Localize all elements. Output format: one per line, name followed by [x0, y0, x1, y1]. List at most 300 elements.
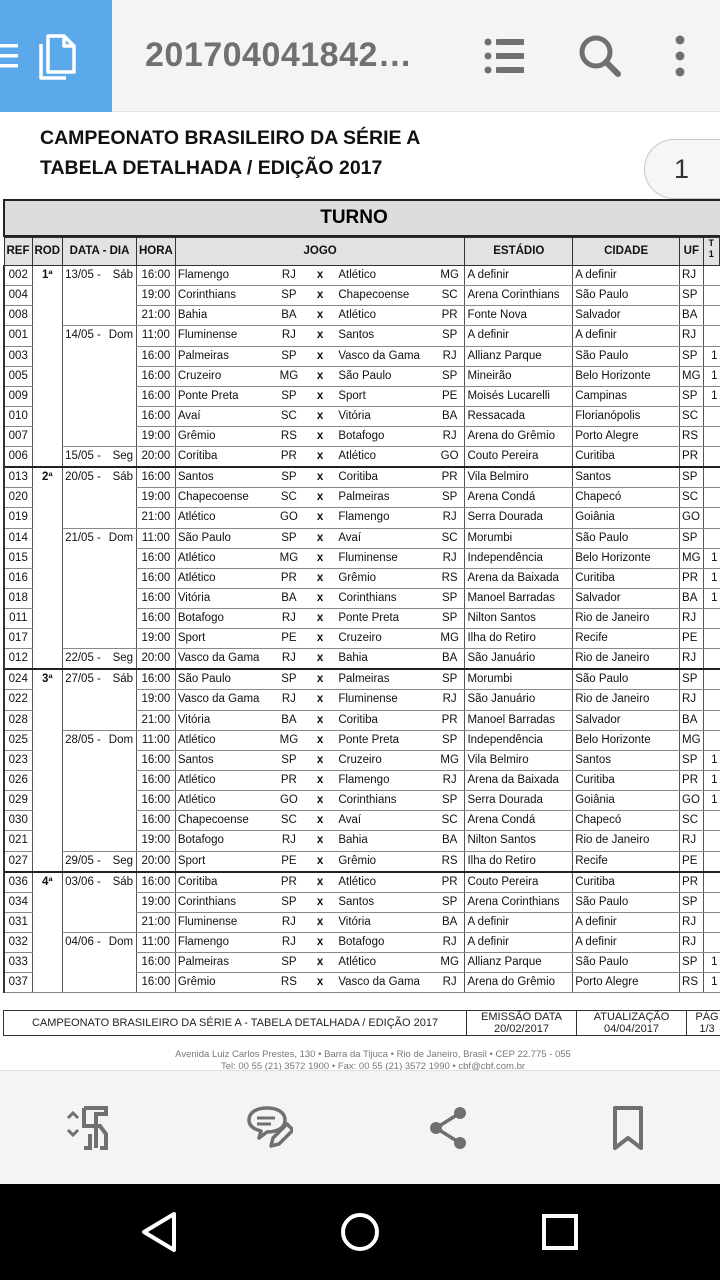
cell-rodada [32, 629, 63, 649]
cell-away-uf: RJ [435, 427, 465, 447]
col-header-extra [703, 238, 719, 266]
cell-hora: 20:00 [136, 649, 175, 670]
cell-versus: x [304, 406, 336, 426]
cell-home-uf: RJ [274, 649, 304, 670]
cell-estadio: Arena da Baixada [465, 770, 573, 790]
pdf-page[interactable] [0, 113, 720, 1070]
cell-rodada [32, 811, 63, 831]
cell-estadio: A definir [465, 326, 573, 346]
cell-versus: x [304, 710, 336, 730]
cell-uf: PR [680, 447, 704, 468]
cell-hora: 16:00 [136, 811, 175, 831]
cell-away-uf: BA [435, 649, 465, 670]
table-row [4, 508, 720, 528]
schedule-table [3, 237, 720, 993]
cell-ref: 010 [4, 406, 32, 426]
cell-rodada [32, 427, 63, 447]
cell-home-team: Corinthians [175, 892, 274, 912]
cell-data-dia [63, 386, 137, 406]
cell-away-team: Coritiba [336, 467, 434, 488]
cell-versus: x [304, 588, 336, 608]
cell-away-uf: SP [435, 588, 465, 608]
cell-home-uf: BA [274, 306, 304, 326]
cell-cidade: Salvador [573, 306, 680, 326]
home-icon[interactable] [336, 1208, 384, 1256]
cell-data-dia [63, 710, 137, 730]
cell-data-dia [63, 568, 137, 588]
cell-hora: 19:00 [136, 488, 175, 508]
cell-cidade: A definir [573, 912, 680, 932]
cell-hora: 20:00 [136, 447, 175, 468]
cell-away-uf: SP [435, 488, 465, 508]
table-header-row [4, 238, 720, 266]
col-header-extra-t: T [708, 238, 715, 248]
cell-data-dia [63, 508, 137, 528]
cell-extra: 1 [703, 770, 719, 790]
reflow-text-icon[interactable] [64, 1104, 112, 1152]
table-row [4, 286, 720, 306]
cell-away-uf: BA [435, 831, 465, 851]
cell-hora: 16:00 [136, 346, 175, 366]
cell-versus: x [304, 791, 336, 811]
cell-extra [703, 811, 719, 831]
cell-away-uf: RJ [435, 346, 465, 366]
cell-ref: 002 [4, 266, 32, 286]
cell-away-team: Corinthians [336, 791, 434, 811]
cell-data-dia [63, 609, 137, 629]
cell-data-dia [63, 266, 137, 286]
cell-uf: RJ [680, 266, 704, 286]
cell-hora: 16:00 [136, 588, 175, 608]
cell-away-team: Chapecoense [336, 286, 434, 306]
cell-versus: x [304, 649, 336, 670]
cell-data-dia [63, 488, 137, 508]
cell-home-team: Sport [175, 629, 274, 649]
table-row [4, 710, 720, 730]
cell-away-uf: SC [435, 811, 465, 831]
cell-versus: x [304, 508, 336, 528]
cell-away-uf: PR [435, 710, 465, 730]
cell-rodada [32, 386, 63, 406]
cell-versus: x [304, 386, 336, 406]
cell-estadio: Couto Pereira [465, 872, 573, 893]
cell-weekday: Sáb [112, 269, 134, 281]
cell-estadio: Independência [465, 548, 573, 568]
cell-data-dia [63, 831, 137, 851]
footer-title: CAMPEONATO BRASILEIRO DA SÉRIE A - TABELA DETALHADA / EDIÇÃO 2017 [4, 1011, 467, 1035]
cell-rodada [32, 447, 63, 468]
search-icon[interactable] [574, 30, 626, 82]
table-row [4, 366, 720, 386]
col-header-data-dia: DATA - DIA [63, 238, 137, 266]
cell-home-uf: MG [274, 366, 304, 386]
cell-estadio: Arena da Baixada [465, 568, 573, 588]
cell-data-dia [63, 528, 137, 548]
more-vert-icon[interactable] [654, 30, 706, 82]
cell-away-uf: SP [435, 892, 465, 912]
cell-data-dia [63, 791, 137, 811]
cell-away-team: Atlético [336, 952, 434, 972]
col-header-hora: HORA [136, 238, 175, 266]
cell-rodada [32, 851, 63, 872]
cell-home-uf: RJ [274, 609, 304, 629]
cell-cidade: São Paulo [573, 346, 680, 366]
cell-extra: 1 [703, 750, 719, 770]
cell-home-team: Ponte Preta [175, 386, 274, 406]
cell-home-team: Botafogo [175, 831, 274, 851]
cell-versus: x [304, 811, 336, 831]
cell-away-uf: RJ [435, 690, 465, 710]
cell-rodada [32, 528, 63, 548]
cell-versus: x [304, 770, 336, 790]
cell-data-dia [63, 851, 137, 872]
cell-home-team: Vasco da Gama [175, 649, 274, 670]
cell-data-dia [63, 811, 137, 831]
cell-uf: RJ [680, 912, 704, 932]
cell-home-uf: RJ [274, 326, 304, 346]
menu-icon [0, 42, 20, 70]
cell-versus: x [304, 286, 336, 306]
cell-ref: 013 [4, 467, 32, 488]
cell-estadio: Manoel Barradas [465, 710, 573, 730]
cell-ref: 005 [4, 366, 32, 386]
cell-extra [703, 669, 719, 690]
table-row [4, 669, 720, 690]
cell-hora: 16:00 [136, 609, 175, 629]
cell-home-team: Chapecoense [175, 811, 274, 831]
cell-weekday: Sáb [112, 471, 134, 484]
cell-home-team: Fluminense [175, 326, 274, 346]
table-row [4, 306, 720, 326]
table-row [4, 386, 720, 406]
table-row [4, 872, 720, 893]
cell-date: 21/05 - [65, 531, 101, 544]
cell-away-team: Santos [336, 892, 434, 912]
cell-rodada [32, 730, 63, 750]
cell-uf: SP [680, 346, 704, 366]
table-row [4, 851, 720, 872]
cell-cidade: Campinas [573, 386, 680, 406]
cell-uf: MG [680, 730, 704, 750]
cell-uf: SP [680, 750, 704, 770]
cell-away-team: Atlético [336, 447, 434, 468]
table-row [4, 811, 720, 831]
cell-ref: 001 [4, 326, 32, 346]
cell-data-dia [63, 932, 137, 952]
cell-away-uf: SP [435, 366, 465, 386]
cell-away-uf: RS [435, 851, 465, 872]
cell-home-uf: PR [274, 872, 304, 893]
cell-estadio: Arena do Grêmio [465, 973, 573, 993]
cell-away-team: Ponte Preta [336, 609, 434, 629]
cell-estadio: Morumbi [465, 669, 573, 690]
cell-rodada [32, 306, 63, 326]
cell-away-uf: MG [435, 266, 465, 286]
cell-hora: 16:00 [136, 386, 175, 406]
cell-cidade: Florianópolis [573, 406, 680, 426]
cell-uf: RJ [680, 932, 704, 952]
cell-rodada [32, 831, 63, 851]
cell-cidade: São Paulo [573, 669, 680, 690]
cell-home-uf: SP [274, 467, 304, 488]
cell-away-team: Fluminense [336, 690, 434, 710]
cell-uf: BA [680, 306, 704, 326]
cell-hora: 16:00 [136, 366, 175, 386]
cell-home-uf: RS [274, 427, 304, 447]
cell-extra [703, 508, 719, 528]
cell-cidade: Curitiba [573, 447, 680, 468]
comment-edit-icon[interactable] [245, 1104, 293, 1152]
cell-extra [703, 286, 719, 306]
cell-uf: SP [680, 669, 704, 690]
cell-uf: SP [680, 386, 704, 406]
cell-home-uf: MG [274, 730, 304, 750]
cell-extra: 1 [703, 346, 719, 366]
cell-rodada: 4ª [32, 872, 63, 893]
cell-uf: SC [680, 811, 704, 831]
cell-away-uf: BA [435, 406, 465, 426]
cell-away-uf: PR [435, 467, 465, 488]
cell-extra [703, 427, 719, 447]
cell-rodada [32, 609, 63, 629]
cell-cidade: Recife [573, 629, 680, 649]
cell-hora: 21:00 [136, 912, 175, 932]
cell-rodada [32, 791, 63, 811]
cell-cidade: Rio de Janeiro [573, 690, 680, 710]
cell-away-team: Cruzeiro [336, 750, 434, 770]
cell-rodada: 2ª [32, 467, 63, 488]
cell-away-team: Bahia [336, 649, 434, 670]
cell-home-team: Vasco da Gama [175, 690, 274, 710]
cell-estadio: Morumbi [465, 528, 573, 548]
table-row [4, 447, 720, 468]
cell-extra [703, 629, 719, 649]
cell-cidade: São Paulo [573, 528, 680, 548]
cell-home-uf: RS [274, 973, 304, 993]
cell-home-team: Atlético [175, 568, 274, 588]
cell-uf: PR [680, 770, 704, 790]
col-header-cidade: CIDADE [573, 238, 680, 266]
cell-home-uf: SP [274, 952, 304, 972]
cell-uf: SP [680, 286, 704, 306]
cell-hora: 16:00 [136, 266, 175, 286]
cell-cidade: Belo Horizonte [573, 366, 680, 386]
page-number-badge[interactable] [644, 139, 720, 199]
cell-extra: 1 [703, 386, 719, 406]
cell-uf: SP [680, 528, 704, 548]
cell-hora: 21:00 [136, 306, 175, 326]
cell-home-uf: PE [274, 629, 304, 649]
cell-date: 27/05 - [65, 673, 101, 686]
table-row [4, 912, 720, 932]
share-icon[interactable] [424, 1104, 472, 1152]
cell-estadio: A definir [465, 932, 573, 952]
footer-page-value: 1/3 [699, 1023, 715, 1035]
bottom-toolbar [0, 1070, 720, 1184]
cell-hora: 16:00 [136, 568, 175, 588]
cell-estadio: São Januário [465, 690, 573, 710]
cell-hora: 19:00 [136, 892, 175, 912]
cell-hora: 16:00 [136, 467, 175, 488]
cell-cidade: Recife [573, 851, 680, 872]
cell-away-team: Flamengo [336, 770, 434, 790]
cell-data-dia [63, 346, 137, 366]
cell-away-uf: PR [435, 872, 465, 893]
cell-uf: SC [680, 488, 704, 508]
cell-uf: RS [680, 427, 704, 447]
cell-home-uf: PE [274, 851, 304, 872]
table-row [4, 973, 720, 993]
cell-uf: MG [680, 548, 704, 568]
cell-cidade: Goiânia [573, 791, 680, 811]
cell-date: 15/05 - [65, 450, 101, 463]
cell-away-uf: SP [435, 730, 465, 750]
cell-extra [703, 306, 719, 326]
cell-data-dia [63, 872, 137, 893]
cell-weekday: Sáb [112, 875, 134, 888]
table-row [4, 528, 720, 548]
col-header-rod: ROD [32, 238, 63, 266]
table-row [4, 326, 720, 346]
cell-uf: RJ [680, 831, 704, 851]
cell-ref: 020 [4, 488, 32, 508]
cell-weekday: Seg [112, 450, 134, 463]
recents-icon[interactable] [536, 1208, 584, 1256]
cell-home-uf: SP [274, 386, 304, 406]
cell-home-team: Atlético [175, 730, 274, 750]
schedule-body [4, 266, 720, 993]
cell-ref: 015 [4, 548, 32, 568]
cell-estadio: A definir [465, 912, 573, 932]
cell-rodada [32, 710, 63, 730]
cell-rodada [32, 488, 63, 508]
cell-rodada [32, 892, 63, 912]
cell-home-team: Grêmio [175, 427, 274, 447]
cell-ref: 027 [4, 851, 32, 872]
cell-home-uf: MG [274, 548, 304, 568]
cell-cidade: Chapecó [573, 811, 680, 831]
cell-extra: 1 [703, 973, 719, 993]
cell-home-team: São Paulo [175, 528, 274, 548]
cell-hora: 20:00 [136, 851, 175, 872]
cell-rodada [32, 690, 63, 710]
cell-versus: x [304, 912, 336, 932]
cell-cidade: São Paulo [573, 892, 680, 912]
table-row [4, 588, 720, 608]
table-row [4, 932, 720, 952]
cell-away-team: Coritiba [336, 710, 434, 730]
cell-data-dia [63, 427, 137, 447]
cell-extra [703, 932, 719, 952]
cell-hora: 19:00 [136, 427, 175, 447]
cell-home-team: Palmeiras [175, 346, 274, 366]
cell-rodada [32, 588, 63, 608]
cell-home-team: Vitória [175, 710, 274, 730]
list-icon[interactable] [480, 30, 532, 82]
table-row [4, 831, 720, 851]
cell-uf: PE [680, 851, 704, 872]
cell-home-team: Atlético [175, 791, 274, 811]
cell-hora: 16:00 [136, 406, 175, 426]
cell-home-uf: SP [274, 892, 304, 912]
cell-ref: 011 [4, 609, 32, 629]
cell-estadio: Allianz Parque [465, 952, 573, 972]
cell-away-uf: MG [435, 629, 465, 649]
cell-estadio: Arena Condá [465, 488, 573, 508]
cell-away-uf: RJ [435, 508, 465, 528]
footer-emissao-label: EMISSÃO DATA [481, 1011, 562, 1023]
cell-away-uf: BA [435, 912, 465, 932]
cell-date: 13/05 - [65, 269, 101, 281]
cell-away-team: Palmeiras [336, 488, 434, 508]
table-row [4, 952, 720, 972]
cell-rodada: 3ª [32, 669, 63, 690]
section-title-text: TURNO [320, 207, 388, 228]
cell-data-dia [63, 690, 137, 710]
cell-home-uf: RJ [274, 912, 304, 932]
cell-ref: 026 [4, 770, 32, 790]
cell-cidade: A definir [573, 932, 680, 952]
cell-home-uf: SC [274, 488, 304, 508]
cell-ref: 019 [4, 508, 32, 528]
cell-versus: x [304, 690, 336, 710]
cell-data-dia [63, 447, 137, 468]
cell-cidade: A definir [573, 326, 680, 346]
back-icon[interactable] [136, 1208, 184, 1256]
table-row [4, 406, 720, 426]
page-footer [3, 1010, 720, 1036]
cell-away-team: Vitória [336, 406, 434, 426]
cell-versus: x [304, 306, 336, 326]
cell-cidade: São Paulo [573, 952, 680, 972]
cell-date: 14/05 - [65, 329, 101, 342]
cell-home-uf: SP [274, 750, 304, 770]
cell-extra [703, 851, 719, 872]
footer-address: Avenida Luiz Carlos Prestes, 130 • Barra da Tijuca • Rio de Janeiro, Brasil • CEP 22.775 - 055 [175, 1049, 571, 1060]
table-row [4, 750, 720, 770]
cell-away-team: Vasco da Gama [336, 973, 434, 993]
cell-rodada: 1ª [32, 266, 63, 286]
cell-home-uf: BA [274, 588, 304, 608]
footer-emissao [467, 1011, 577, 1035]
bookmark-icon[interactable] [604, 1104, 652, 1152]
cell-estadio: Serra Dourada [465, 508, 573, 528]
cell-uf: GO [680, 508, 704, 528]
cell-cidade: A definir [573, 266, 680, 286]
cell-versus: x [304, 346, 336, 366]
cell-uf: SC [680, 406, 704, 426]
cell-data-dia [63, 548, 137, 568]
drawer-toggle-button[interactable] [0, 0, 112, 112]
cell-extra: 1 [703, 548, 719, 568]
cell-extra [703, 488, 719, 508]
cell-date: 29/05 - [65, 854, 101, 867]
cell-extra [703, 710, 719, 730]
cell-hora: 21:00 [136, 710, 175, 730]
cell-data-dia [63, 467, 137, 488]
cell-away-team: Fluminense [336, 548, 434, 568]
cell-estadio: Vila Belmiro [465, 750, 573, 770]
cell-versus: x [304, 326, 336, 346]
cell-away-team: Flamengo [336, 508, 434, 528]
cell-hora: 19:00 [136, 831, 175, 851]
cell-home-team: Atlético [175, 770, 274, 790]
cell-versus: x [304, 730, 336, 750]
cell-ref: 029 [4, 791, 32, 811]
cell-weekday: Dom [108, 733, 134, 746]
cell-versus: x [304, 831, 336, 851]
cell-home-team: Chapecoense [175, 488, 274, 508]
